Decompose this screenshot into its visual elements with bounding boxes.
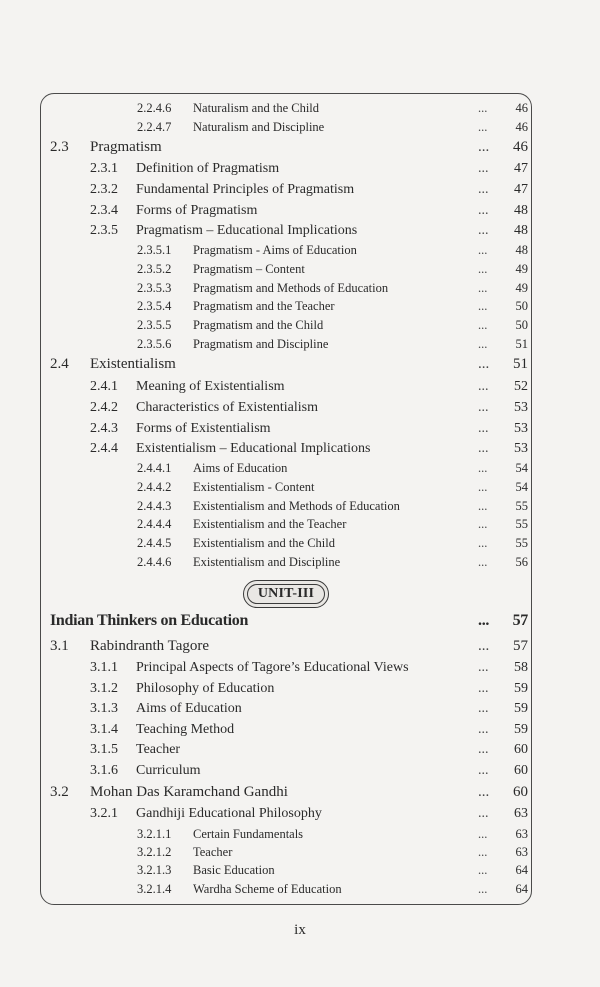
toc-entry-leader: ...	[478, 882, 488, 896]
toc-entry-number: 2.3.5.5	[137, 318, 172, 332]
toc-entry-number: 2.4.1	[90, 379, 118, 394]
toc-entry-number: 2.3.5.1	[137, 243, 172, 257]
toc-entry-title: Characteristics of Existentialism	[136, 400, 318, 415]
toc-entry-number: 2.3.1	[90, 161, 118, 176]
toc-entry-page: 49	[515, 262, 528, 276]
toc-entry-title: Existentialism	[90, 356, 176, 372]
toc-entry-number: 2.4.4	[90, 441, 118, 456]
toc-entry-page: 46	[515, 120, 528, 134]
toc-entry-page: 63	[514, 806, 528, 821]
toc-entry-number: 3.1.5	[90, 742, 118, 757]
toc-entry-page: 55	[515, 499, 528, 513]
toc-entry-number: 2.2.4.6	[137, 101, 172, 115]
toc-entry-leader: ...	[478, 223, 489, 238]
toc-entry-number: 2.4.4.4	[137, 517, 172, 531]
toc-entry-number: 2.3.2	[90, 182, 118, 197]
toc-entry-page: 46	[515, 101, 528, 115]
toc-entry-page: 64	[515, 882, 528, 896]
toc-entry-number: 3.2.1.2	[137, 845, 172, 859]
toc-entry-title: Naturalism and Discipline	[193, 120, 325, 134]
toc-entry-title: Teacher	[136, 742, 181, 757]
toc-entry-number: 2.3.5.3	[137, 281, 172, 295]
toc-entry-leader: ...	[478, 101, 488, 115]
toc-entry-title: Forms of Pragmatism	[136, 203, 258, 218]
unit-heading-leader: ...	[478, 612, 490, 629]
unit-heading-page: 57	[512, 612, 528, 629]
toc-entry-page: 51	[513, 356, 528, 372]
toc-entry-page: 60	[514, 742, 528, 757]
toc-entry-page: 59	[514, 722, 528, 737]
toc-entry-title: Wardha Scheme of Education	[193, 882, 342, 896]
toc-entry-number: 2.4.4.3	[137, 499, 172, 513]
toc-entry-page: 60	[513, 784, 528, 800]
toc-entry-leader: ...	[478, 337, 488, 351]
toc-entry-number: 3.1.3	[90, 701, 118, 716]
toc-entry-leader: ...	[478, 763, 489, 778]
toc-entry-page: 49	[515, 281, 528, 295]
toc-entry-title: Pragmatism and Methods of Education	[193, 281, 389, 295]
toc-entry-title: Teaching Method	[136, 722, 235, 737]
toc-entry-title: Pragmatism – Educational Implications	[136, 223, 358, 238]
toc-entry-number: 2.4	[50, 356, 69, 372]
toc-entry-leader: ...	[478, 701, 489, 716]
toc-entry-leader: ...	[478, 660, 489, 675]
toc-entry-title: Existentialism and the Teacher	[193, 517, 347, 531]
toc-entry-leader: ...	[478, 638, 490, 654]
toc-entry-number: 3.2.1.1	[137, 827, 172, 841]
unit-label: UNIT-III	[247, 584, 325, 604]
toc-entry-leader: ...	[478, 299, 488, 313]
toc-entry-page: 46	[513, 139, 528, 155]
toc-entry-title: Curriculum	[136, 763, 201, 778]
toc-entry-title: Definition of Pragmatism	[136, 161, 280, 176]
toc-entry-title: Existentialism – Educational Implications	[136, 441, 371, 456]
toc-entry-number: 2.3.5.6	[137, 337, 172, 351]
toc-entry-title: Mohan Das Karamchand Gandhi	[90, 784, 288, 800]
toc-entry-title: Basic Education	[193, 863, 275, 877]
toc-entry-number: 3.1.1	[90, 660, 118, 675]
toc-entry-page: 48	[515, 243, 528, 257]
toc-entry-title: Principal Aspects of Tagore’s Educational Views	[136, 660, 409, 675]
unit-badge	[243, 580, 329, 608]
toc-entry-page: 50	[515, 318, 528, 332]
toc-entry-leader: ...	[478, 863, 488, 877]
toc-entry-leader: ...	[478, 203, 489, 218]
toc-entry-title: Existentialism - Content	[193, 480, 315, 494]
toc-entry-title: Existentialism and the Child	[193, 536, 335, 550]
toc-entry-title: Naturalism and the Child	[193, 101, 320, 115]
toc-entry-leader: ...	[478, 742, 489, 757]
toc-entry-page: 63	[515, 827, 528, 841]
toc-entry-page: 59	[514, 681, 528, 696]
toc-entry-leader: ...	[478, 356, 490, 372]
toc-entry-leader: ...	[478, 441, 489, 456]
toc-entry-number: 2.3	[50, 139, 69, 155]
toc-entry-page: 51	[515, 337, 528, 351]
toc-entry-number: 2.4.3	[90, 421, 118, 436]
toc-entry-page: 58	[514, 660, 528, 675]
toc-entry-leader: ...	[478, 243, 488, 257]
toc-entry-number: 3.1.2	[90, 681, 118, 696]
toc-entry-number: 2.4.4.6	[137, 555, 172, 569]
toc-entry-title: Aims of Education	[136, 701, 242, 716]
toc-entry-leader: ...	[478, 400, 489, 415]
toc-entry-page: 53	[514, 421, 528, 436]
toc-entry-page: 60	[514, 763, 528, 778]
toc-entry-title: Aims of Education	[193, 461, 288, 475]
toc-entry-title: Pragmatism and the Child	[193, 318, 324, 332]
toc-entry-number: 3.2	[50, 784, 69, 800]
toc-entry-number: 3.1.6	[90, 763, 118, 778]
toc-entry-page: 47	[514, 161, 528, 176]
toc-entry-title: Pragmatism	[90, 139, 162, 155]
toc-entry-title: Existentialism and Methods of Education	[193, 499, 400, 513]
toc-entry-title: Teacher	[193, 845, 233, 859]
toc-entry-number: 2.4.4.5	[137, 536, 172, 550]
toc-entry-number: 2.2.4.7	[137, 120, 172, 134]
toc-entry-leader: ...	[478, 161, 489, 176]
page-number: ix	[294, 922, 306, 938]
toc-entry-number: 3.2.1	[90, 806, 118, 821]
toc-entry-page: 47	[514, 182, 528, 197]
toc-entry-leader: ...	[478, 806, 489, 821]
toc-entry-page: 50	[515, 299, 528, 313]
toc-entry-number: 3.2.1.4	[137, 882, 172, 896]
toc-entry-number: 2.3.5.4	[137, 299, 172, 313]
toc-entry-title: Gandhiji Educational Philosophy	[136, 806, 322, 821]
toc-entry-title: Pragmatism – Content	[193, 262, 305, 276]
toc-entry-title: Forms of Existentialism	[136, 421, 271, 436]
toc-entry-number: 3.1.4	[90, 722, 118, 737]
toc-entry-leader: ...	[478, 182, 489, 197]
toc-entry-leader: ...	[478, 827, 488, 841]
toc-entry-page: 48	[514, 203, 528, 218]
toc-entry-title: Existentialism and Discipline	[193, 555, 341, 569]
toc-entry-title: Pragmatism and Discipline	[193, 337, 329, 351]
toc-entry-title: Rabindranth Tagore	[90, 638, 210, 654]
toc-entry-title: Philosophy of Education	[136, 681, 275, 696]
toc-entry-title: Pragmatism - Aims of Education	[193, 243, 357, 257]
toc-entry-page: 53	[514, 441, 528, 456]
toc-entry-number: 2.3.5.2	[137, 262, 172, 276]
toc-entry-leader: ...	[478, 262, 488, 276]
toc-entry-page: 53	[514, 400, 528, 415]
toc-entry-page: 57	[513, 638, 528, 654]
toc-entry-title: Pragmatism and the Teacher	[193, 299, 335, 313]
toc-entry-leader: ...	[478, 722, 489, 737]
toc-entry-page: 48	[514, 223, 528, 238]
toc-entry-leader: ...	[478, 379, 489, 394]
toc-entry-page: 55	[515, 536, 528, 550]
toc-entry-page: 56	[515, 555, 528, 569]
unit-heading-title: Indian Thinkers on Education	[50, 612, 249, 629]
toc-entry-page: 52	[514, 379, 528, 394]
toc-entry-leader: ...	[478, 480, 488, 494]
toc-entry-leader: ...	[478, 845, 488, 859]
toc-entry-page: 64	[515, 863, 528, 877]
toc-entry-title: Certain Fundamentals	[193, 827, 304, 841]
toc-entry-leader: ...	[478, 536, 488, 550]
toc-entry-leader: ...	[478, 318, 488, 332]
toc-entry-page: 54	[515, 480, 528, 494]
toc-entry-page: 54	[515, 461, 528, 475]
toc-entry-number: 2.4.2	[90, 400, 118, 415]
toc-entry-number: 2.4.4.1	[137, 461, 172, 475]
toc-entry-number: 2.4.4.2	[137, 480, 172, 494]
toc-entry-page: 59	[514, 701, 528, 716]
toc-entry-page: 63	[515, 845, 528, 859]
toc-entry-leader: ...	[478, 281, 488, 295]
toc-entry-page: 55	[515, 517, 528, 531]
toc-entry-leader: ...	[478, 555, 488, 569]
toc-entry-leader: ...	[478, 499, 488, 513]
toc-entry-leader: ...	[478, 421, 489, 436]
toc-entry-leader: ...	[478, 120, 488, 134]
toc-entry-leader: ...	[478, 461, 488, 475]
toc-entry-title: Fundamental Principles of Pragmatism	[136, 182, 355, 197]
toc-entry-title: Meaning of Existentialism	[136, 379, 285, 394]
toc-entry-number: 3.1	[50, 638, 69, 654]
toc-entry-number: 2.3.5	[90, 223, 118, 238]
toc-entry-number: 2.3.4	[90, 203, 118, 218]
toc-entry-leader: ...	[478, 517, 488, 531]
toc-entry-leader: ...	[478, 784, 490, 800]
toc-entry-leader: ...	[478, 139, 490, 155]
toc-entry-number: 3.2.1.3	[137, 863, 172, 877]
toc-entry-leader: ...	[478, 681, 489, 696]
